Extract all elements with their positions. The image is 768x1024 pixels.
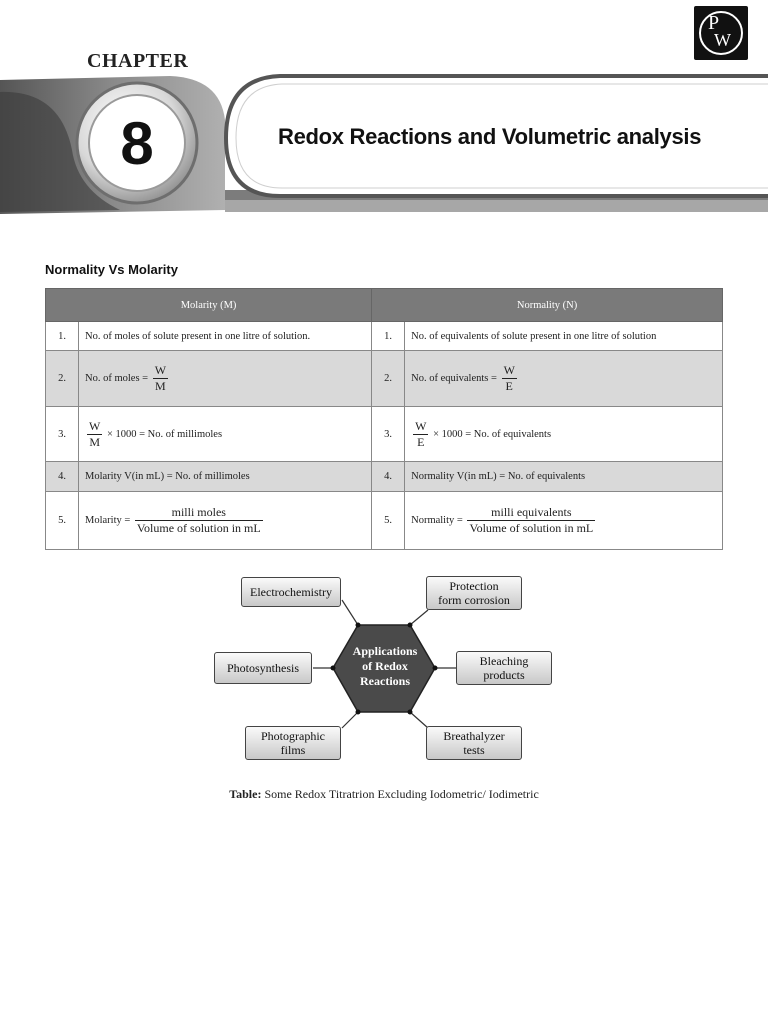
chapter-title: Redox Reactions and Volumetric analysis bbox=[278, 124, 702, 149]
formula-prefix: No. of moles = bbox=[85, 372, 149, 384]
junction-dot bbox=[408, 623, 413, 628]
section-heading: Normality Vs Molarity bbox=[45, 262, 178, 277]
fraction bbox=[502, 363, 517, 394]
formula-prefix: Molarity = bbox=[85, 514, 131, 526]
connector-line bbox=[410, 610, 428, 625]
caption-text: Some Redox Titratrion Excluding Iodometric/ Iodimetric bbox=[264, 787, 539, 801]
node-bleaching-products bbox=[456, 651, 552, 685]
fraction bbox=[413, 419, 428, 450]
logo-letter-p: P bbox=[708, 12, 720, 34]
table-row bbox=[46, 322, 723, 351]
normality-cell bbox=[405, 492, 723, 550]
node-photosynthesis bbox=[214, 652, 312, 684]
node-label: Photosynthesis bbox=[226, 661, 299, 675]
logo-letter-w: W bbox=[714, 30, 731, 50]
table-header-row bbox=[46, 289, 723, 322]
center-label-line: of Redox bbox=[362, 659, 408, 673]
caption-label: Table: bbox=[229, 787, 262, 801]
row-number: 3. bbox=[372, 407, 405, 462]
connector-line bbox=[410, 712, 428, 728]
column-header-normality: Normality (N) bbox=[372, 289, 723, 322]
normality-cell: No. of equivalents of solute present in one litre of solution bbox=[405, 322, 723, 351]
formula-prefix: Normality = bbox=[411, 514, 463, 526]
fraction-numerator: W bbox=[415, 418, 427, 433]
node-label: tests bbox=[463, 743, 485, 757]
node-electrochemistry bbox=[241, 577, 341, 607]
redox-applications-diagram bbox=[205, 570, 565, 770]
molarity-cell bbox=[79, 407, 372, 462]
center-label-line: Applications bbox=[352, 644, 418, 658]
table-caption bbox=[0, 787, 768, 802]
node-label: products bbox=[483, 668, 525, 682]
molarity-normality-table bbox=[45, 288, 723, 550]
table-row bbox=[46, 351, 723, 407]
fraction bbox=[153, 363, 168, 394]
table-row bbox=[46, 462, 723, 492]
normality-cell bbox=[405, 351, 723, 407]
row-number: 2. bbox=[372, 351, 405, 407]
center-label bbox=[339, 644, 431, 689]
fraction-denominator: E bbox=[417, 434, 425, 449]
column-header-molarity: Molarity (M) bbox=[46, 289, 372, 322]
row-number: 5. bbox=[372, 492, 405, 550]
normality-cell: Normality V(in mL) = No. of equivalents bbox=[405, 462, 723, 492]
node-label: Photographic bbox=[261, 729, 325, 743]
junction-dot bbox=[331, 666, 336, 671]
fraction bbox=[135, 505, 263, 536]
fraction-numerator: milli moles bbox=[135, 505, 263, 521]
fraction-denominator: M bbox=[89, 434, 100, 449]
table-row bbox=[46, 407, 723, 462]
fraction-denominator: Volume of solution in mL bbox=[136, 521, 261, 535]
row-number: 5. bbox=[46, 492, 79, 550]
fraction-numerator: W bbox=[89, 418, 101, 433]
row-number: 4. bbox=[372, 462, 405, 492]
fraction-denominator: M bbox=[155, 379, 166, 393]
formula-suffix: × 1000 = No. of equivalents bbox=[433, 428, 552, 440]
junction-dot bbox=[356, 623, 361, 628]
node-protection-corrosion bbox=[426, 576, 522, 610]
fraction-numerator: W bbox=[503, 363, 515, 377]
row-number: 1. bbox=[372, 322, 405, 351]
connector-line bbox=[342, 712, 358, 728]
row-number: 2. bbox=[46, 351, 79, 407]
node-label: Electrochemistry bbox=[250, 585, 332, 599]
node-breathalyzer-tests bbox=[426, 726, 522, 760]
row-number: 1. bbox=[46, 322, 79, 351]
formula-suffix: × 1000 = No. of millimoles bbox=[106, 428, 223, 440]
row-number: 3. bbox=[46, 407, 79, 462]
node-label: films bbox=[280, 743, 306, 757]
formula-prefix: No. of equivalents = bbox=[411, 372, 497, 384]
fraction-numerator: milli equivalents bbox=[467, 505, 595, 521]
fraction bbox=[467, 505, 595, 536]
molarity-cell: Molarity V(in mL) = No. of millimoles bbox=[79, 462, 372, 492]
fraction-numerator: W bbox=[154, 363, 167, 377]
chapter-label: CHAPTER bbox=[87, 50, 189, 72]
normality-cell bbox=[405, 407, 723, 462]
molarity-cell bbox=[79, 492, 372, 550]
fraction bbox=[87, 419, 102, 450]
junction-dot bbox=[356, 710, 361, 715]
node-label: Breathalyzer bbox=[443, 729, 505, 743]
molarity-cell bbox=[79, 351, 372, 407]
molarity-cell: No. of moles of solute present in one litre of solution. bbox=[79, 322, 372, 351]
node-photographic-films bbox=[245, 726, 341, 760]
table-row bbox=[46, 492, 723, 550]
fraction-denominator: Volume of solution in mL bbox=[469, 521, 594, 535]
junction-dot bbox=[408, 710, 413, 715]
node-label: Protection bbox=[449, 579, 499, 593]
fraction-denominator: E bbox=[505, 379, 513, 393]
row-number: 4. bbox=[46, 462, 79, 492]
node-label: form corrosion bbox=[438, 593, 510, 607]
junction-dot bbox=[433, 666, 438, 671]
chapter-number: 8 bbox=[120, 110, 154, 177]
center-label-line: Reactions bbox=[360, 674, 410, 688]
publisher-logo bbox=[694, 6, 748, 60]
connector-line bbox=[342, 600, 358, 625]
node-label: Bleaching bbox=[479, 654, 529, 668]
